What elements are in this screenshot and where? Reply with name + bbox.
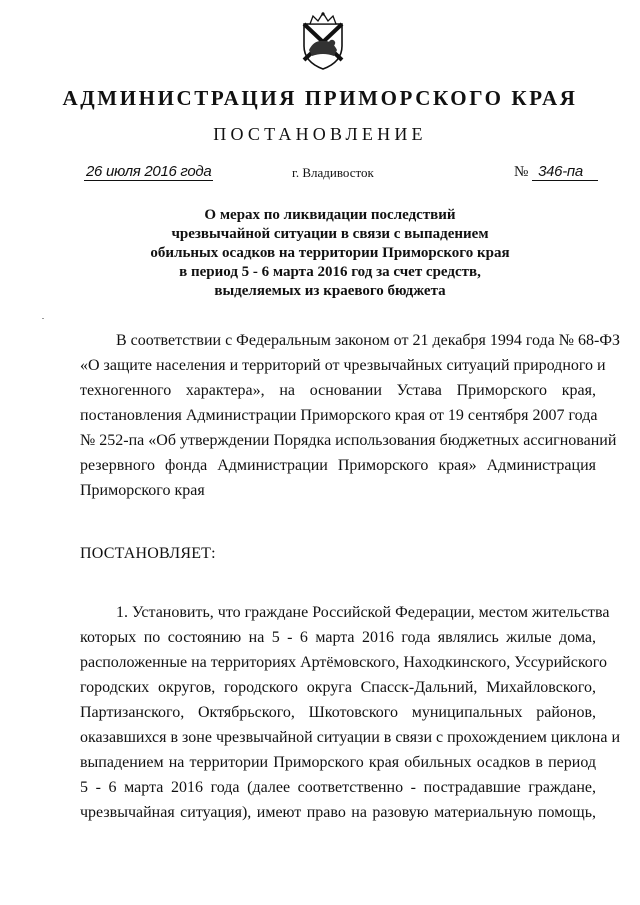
- document-type: ПОСТАНОВЛЕНИЕ: [213, 124, 427, 144]
- coat-of-arms-emblem: [298, 10, 348, 72]
- document-date: 26 июля 2016 года: [86, 163, 212, 180]
- text-line: техногенного характера», на основании Устава Приморского края,: [80, 382, 596, 399]
- text-line: оказавшихся в зоне чрезвычайной ситуации в связи с прохождением циклона и: [80, 729, 621, 746]
- organization-name: АДМИНИСТРАЦИЯ ПРИМОРСКОГО КРАЯ: [62, 86, 578, 110]
- title-line: чрезвычайной ситуации в связи с выпадением: [171, 226, 489, 242]
- text-line: которых по состоянию на 5 - 6 марта 2016 года являлись жилые дома,: [80, 629, 596, 646]
- text-line: расположенные на территориях Артёмовского, Находкинского, Уссурийского: [80, 654, 607, 671]
- title-line: обильных осадков на территории Приморского края: [150, 245, 510, 261]
- text-line: постановления Администрации Приморского края от 19 сентября 2007 года: [80, 407, 598, 424]
- title-line: выделяемых из краевого бюджета: [214, 283, 446, 299]
- title-line: в период 5 - 6 марта 2016 год за счет средств,: [179, 264, 481, 280]
- decree-word: ПОСТАНОВЛЯЕТ:: [80, 545, 216, 562]
- text-line: В соответствии с Федеральным законом от 21 декабря 1994 года № 68-ФЗ: [116, 332, 621, 349]
- title-line: О мерах по ликвидации последствий: [204, 207, 456, 223]
- clause-1-paragraph: [80, 600, 621, 825]
- text-line: 5 - 6 марта 2016 года (далее соответственно - пострадавшие граждане,: [80, 779, 596, 796]
- text-line: «О защите населения и территорий от чрезвычайных ситуаций природного и: [80, 357, 606, 374]
- number-value: 346-па: [532, 163, 598, 181]
- text-line: резервного фонда Администрации Приморского края» Администрация: [80, 457, 596, 474]
- number-label: №: [514, 164, 529, 180]
- text-line: Партизанского, Октябрьского, Шкотовского муниципальных районов,: [80, 704, 596, 721]
- document-title: [130, 206, 530, 301]
- text-line: выпадением на территории Приморского края обильных осадков в период: [80, 754, 596, 771]
- text-line: Приморского края: [80, 482, 205, 499]
- preamble-paragraph: [80, 328, 621, 503]
- text-line: чрезвычайная ситуация), имеют право на разовую материальную помощь,: [80, 804, 596, 821]
- margin-mark: [42, 318, 44, 319]
- document-number: [514, 163, 598, 181]
- text-line: городских округов, городского округа Спасск-Дальний, Михайловского,: [80, 679, 596, 696]
- text-line: № 252-па «Об утверждении Порядка использования бюджетных ассигнований: [80, 432, 617, 449]
- document-city: г. Владивосток: [292, 165, 374, 180]
- text-line: 1. Установить, что граждане Российской Федерации, местом жительства: [116, 604, 610, 621]
